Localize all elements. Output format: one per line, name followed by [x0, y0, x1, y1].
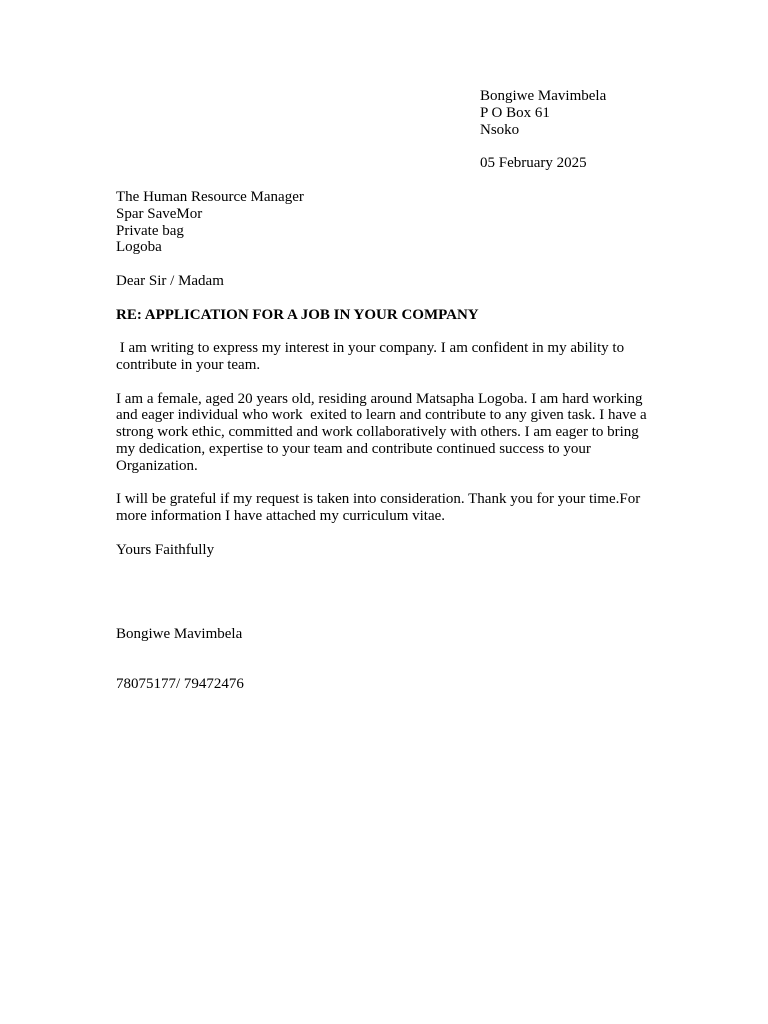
- signature-block: [116, 592, 661, 726]
- sender-address-line-2: Nsoko: [480, 121, 520, 138]
- signature-name: Bongiwe Mavimbela: [116, 625, 243, 642]
- recipient-line-3: Private bag: [116, 222, 184, 239]
- sender-address-line-1: P O Box 61: [480, 104, 550, 121]
- signature-space: [116, 559, 661, 593]
- signature-phone: 78075177/ 79472476: [116, 676, 244, 693]
- paragraph-about-applicant: I am a female, aged 20 years old, residing around Matsapha Logoba. I am hard working and eager individual who work exited to learn and contribute to any given task. I have a strong work ethic, committed and work collaboratively with others. I am eager to bring my dedication, expertise to your team and contribute continued success to your Organization.: [116, 390, 651, 474]
- recipient-line-4: Logoba: [116, 239, 162, 256]
- recipient-line-1: The Human Resource Manager: [116, 189, 304, 205]
- letter-date: 05 February 2025: [480, 155, 587, 171]
- closing-phrase: Yours Faithfully: [116, 541, 215, 558]
- letter-body: [116, 189, 661, 727]
- paragraph-intro: I am writing to express my interest in your company. I am confident in my ability to contribute in your team.: [116, 340, 628, 373]
- sender-address-block: [480, 88, 740, 138]
- paragraph-closing-request: I will be grateful if my request is taken into consideration. Thank you for your time.For more information I have attached my curriculum vitae.: [116, 491, 641, 525]
- sender-name: Bongiwe Mavimbela: [480, 88, 607, 104]
- salutation: Dear Sir / Madam: [116, 272, 224, 289]
- recipient-line-2: Spar SaveMor: [116, 205, 203, 222]
- recipient-address-block: [116, 189, 661, 256]
- subject-line: RE: APPLICATION FOR A JOB IN YOUR COMPANY: [116, 306, 479, 323]
